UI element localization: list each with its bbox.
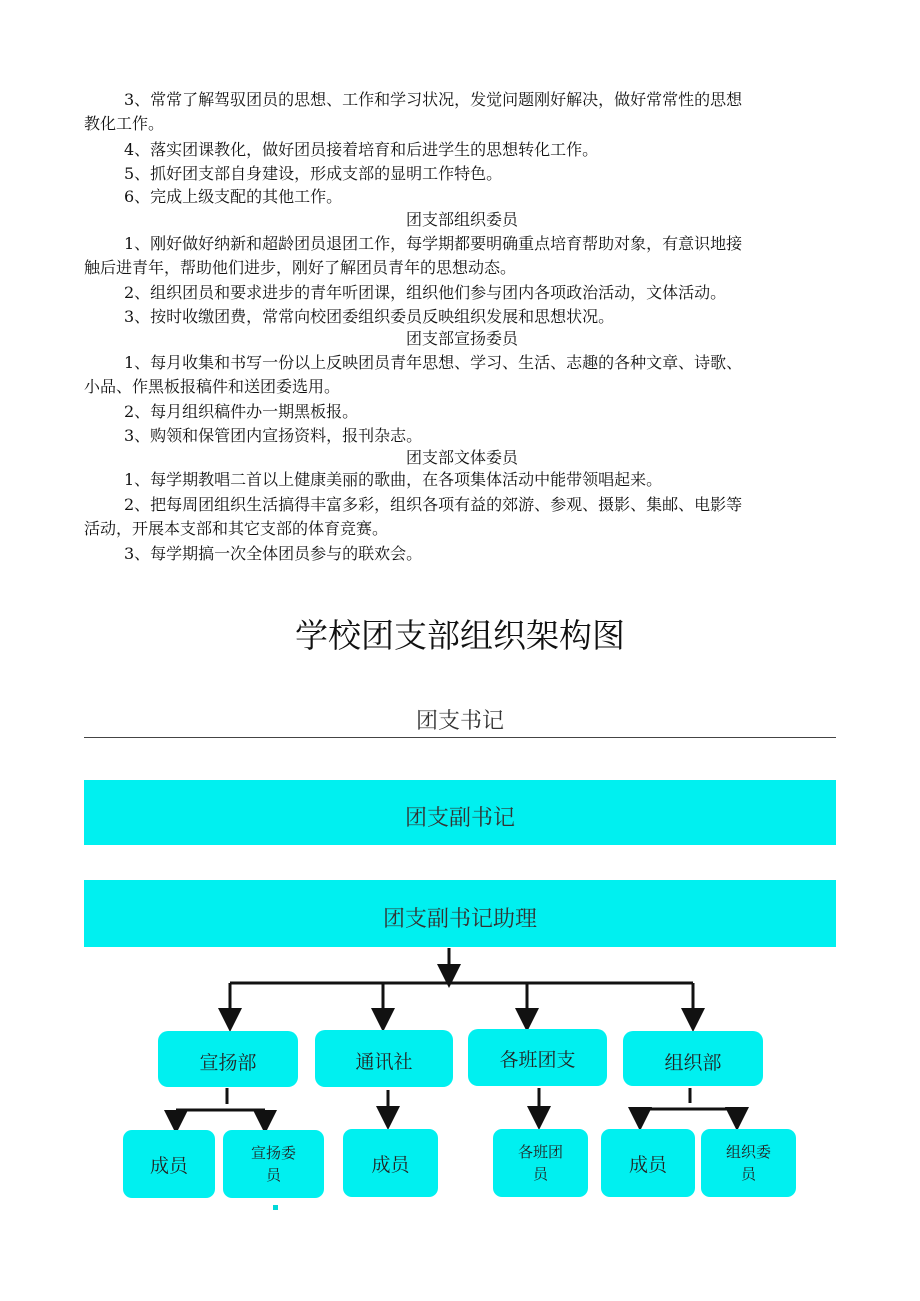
dept-publicity: 宣扬部 <box>158 1031 298 1087</box>
duty-3-line2: 教化工作。 <box>84 114 165 133</box>
member-organization-committee <box>701 1129 796 1197</box>
member-label-line2: 员 <box>532 1165 548 1183</box>
member-publicity-committee <box>223 1130 324 1198</box>
member-publicity-members <box>123 1130 215 1198</box>
duty-5: 5、抓好团支部自身建设，形成支部的显明工作特色。 <box>124 164 503 183</box>
culture-item-3: 3、每学期搞一次全体团员参与的联欢会。 <box>124 544 423 563</box>
member-class-members <box>493 1129 588 1197</box>
member-label-line2: 员 <box>740 1165 756 1183</box>
org-item-3: 3、按时收缴团费，常常向校团委组织委员反映组织发展和思想状况。 <box>124 307 615 326</box>
pub-item-1-line1: 1、每月收集和书写一份以上反映团员青年思想、学习、生活、志趣的各种文章、诗歌、 <box>124 353 743 372</box>
dept-class-branch: 各班团支 <box>468 1029 607 1086</box>
dept-organization: 组织部 <box>623 1031 763 1086</box>
pub-item-3: 3、购领和保管团内宣扬资料，报刊杂志。 <box>124 426 423 445</box>
member-label-line1: 宣扬委 <box>250 1144 296 1162</box>
member-label <box>251 1142 296 1186</box>
culture-item-1: 1、每学期教唱二首以上健康美丽的歌曲，在各项集体活动中能带领唱起来。 <box>124 470 663 489</box>
member-label <box>726 1141 771 1185</box>
section-publicity-title: 团支部宣扬委员 <box>405 329 518 348</box>
section-org-title: 团支部组织委员 <box>405 210 518 229</box>
org-item-1-line2: 触后进青年，帮助他们进步，刚好了解团员青年的思想动态。 <box>84 258 517 277</box>
duty-3-line1: 3、常常了解驾驭团员的思想、工作和学习状况，发觉问题刚好解决，做好常常性的思想 <box>124 90 743 109</box>
member-label-line1: 各班团 <box>517 1143 563 1161</box>
member-organization-members <box>601 1129 695 1197</box>
member-label-line1: 组织委 <box>725 1143 771 1161</box>
culture-item-2-line2: 活动，开展本支部和其它支部的体育竞赛。 <box>84 519 389 538</box>
org-item-1-line1: 1、刚好做好纳新和超龄团员退团工作，每学期都要明确重点培育帮助对象，有意识地接 <box>124 234 743 253</box>
org-item-2: 2、组织团员和要求进步的青年听团课，组织他们参与团内各项政治活动，文体活动。 <box>124 283 727 302</box>
dept-news: 通讯社 <box>315 1030 453 1087</box>
member-label: 成员 <box>371 1153 410 1176</box>
member-label-line2: 员 <box>265 1166 281 1184</box>
node-secretary: 团支书记 <box>415 709 504 734</box>
org-chart-title: 学校团支部组织架构图 <box>295 616 625 655</box>
pub-item-2: 2、每月组织稿件办一期黑板报。 <box>124 402 359 421</box>
node-deputy-secretary: 团支副书记 <box>84 780 836 845</box>
member-label <box>518 1141 563 1185</box>
duty-4: 4、落实团课教化，做好团员接着培育和后进学生的思想转化工作。 <box>124 140 599 159</box>
node-deputy-assistant: 团支副书记助理 <box>84 880 836 947</box>
member-news-members <box>343 1129 438 1197</box>
member-label: 成员 <box>628 1153 667 1176</box>
member-label: 成员 <box>149 1154 188 1177</box>
duty-6: 6、完成上级支配的其他工作。 <box>124 187 343 206</box>
section-culture-title: 团支部文体委员 <box>405 448 518 467</box>
stray-mark <box>273 1205 278 1210</box>
pub-item-1-line2: 小品、作黑板报稿件和送团委选用。 <box>84 377 341 396</box>
culture-item-2-line1: 2、把每周团组织生活搞得丰富多彩，组织各项有益的郊游、参观、摄影、集邮、电影等 <box>124 495 743 514</box>
